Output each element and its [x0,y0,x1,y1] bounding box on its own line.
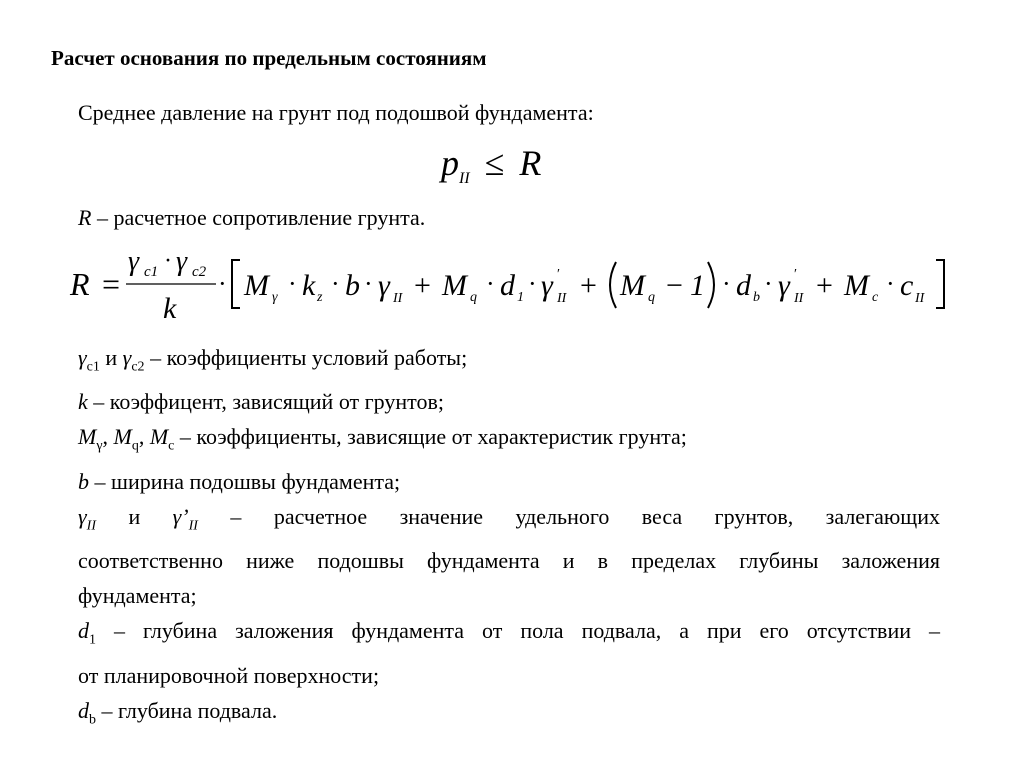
def-gamma-II-symbol: γ [78,503,87,529]
formula-R: R [70,266,90,302]
inequality-op: ≤ [484,143,505,183]
formula-dot-4: · [486,269,495,298]
formula-gamma-prime-2: γ [778,269,790,302]
formula-M-q-sub: q [470,290,477,305]
def-db-text: – глубина подвала. [96,697,278,723]
formula-dot-2: · [331,269,340,298]
formula-M-q-2: M [620,269,645,302]
def-M [78,419,940,463]
def-b-text: – ширина подошвы фундамента; [89,468,401,494]
formula-M-q-2-sub: q [648,290,655,305]
def-M-sep1: , [102,424,114,450]
formula-c1-sub: c1 [144,264,159,280]
def-M-q-sub: q [131,438,139,454]
def-M-text: – коэффициенты, зависящие от характеристик грунта; [174,424,687,450]
def-gamma-II-line3: фундамента; [78,583,197,609]
def-M-gamma-sub: γ [96,438,103,454]
formula-dot-6: · [722,269,731,298]
inequality-lhs: p [441,143,459,183]
def-gamma-c2-symbol: γ [122,345,132,370]
def-b-symbol: b [78,468,89,494]
formula-dot-8: · [886,269,895,298]
slide-title: Расчет основания по предельным состояниям [51,46,487,70]
def-gamma-II-sub: II [86,518,96,534]
def-M-sep2: , [138,424,150,450]
def-d1-line1 [78,613,940,657]
def-M-c-sub: c [168,438,175,454]
formula-M-q: M [442,269,467,302]
def-gamma-c1-symbol: γ [78,345,87,370]
formula-M-gamma-sub: γ [272,290,278,305]
right-paren [708,262,714,308]
formula-dot-1: · [288,269,297,298]
def-gamma-c [78,340,940,384]
formula-M-gamma: M [244,269,269,302]
formula-gamma-prime-sub: II [557,291,567,306]
left-bracket [232,260,240,308]
formula-b: b [345,269,360,302]
def-k-text: – коэффицент, зависящий от грунтов; [87,389,444,415]
def-k [78,384,940,419]
def-gamma-II-and: и [128,503,173,529]
formula-one: 1 [690,269,705,302]
r-definition-text: – расчетное сопротивление грунта. [91,205,426,230]
def-gamma-II-text1: – расчетное значение удельного веса грунтов, залегающих [197,503,941,529]
bearing-formula-svg [60,248,960,328]
formula-prime-2: ′ [794,267,798,282]
formula-db-sub: b [753,290,760,305]
formula-plus-3: + [816,269,833,302]
formula-d1-sub: 1 [517,290,524,305]
def-gamma-c1-sub: c1 [86,359,100,375]
def-M-c-symbol: M [149,424,169,450]
definitions [78,340,940,737]
left-paren [610,262,616,308]
def-gamma-prime-II-symbol: γ’ [172,503,189,529]
def-M-q-symbol: M [113,424,132,450]
def-gamma-prime-II-sub: II [188,518,198,534]
def-db-symbol: d [78,697,89,723]
formula-dot-7: · [764,269,773,298]
def-d1-sub: 1 [89,632,96,648]
formula-kz-sub: z [317,290,323,305]
subtitle: Среднее давление на грунт под подошвой фундамента: [78,100,594,125]
formula-gamma-II-sub: II [393,291,403,306]
r-definition-symbol: R [78,205,92,230]
formula-c2-sub: c2 [192,264,207,280]
formula-gamma-prime-2-sub: II [794,291,804,306]
inequality-rhs: R [519,143,542,183]
formula-dot-num: · [164,248,172,274]
right-bracket [936,260,944,308]
formula-plus-1: + [414,269,431,302]
bearing-formula [60,248,960,328]
def-gamma-II-line2: соответственно ниже подошвы фундамента и в пределах глубины заложения [78,548,940,574]
formula-M-c: M [844,269,869,302]
def-db [78,693,940,737]
formula-gamma-c2: γ [176,246,188,277]
def-d1-symbol: d [78,618,89,644]
formula-d1: d [500,269,515,302]
formula-dot-3: · [364,269,373,298]
formula-dot-0: · [218,269,227,298]
formula-kz: k [302,269,316,302]
def-gamma-c-text: – коэффициенты условий работы; [144,345,468,370]
inequality-lhs-sub: II [459,170,470,187]
formula-gamma-II: γ [378,269,390,302]
formula-prime-1: ′ [557,267,561,282]
formula-c-II-sub: II [915,291,925,306]
def-d1-line2: от планировочной поверхности; [78,662,380,688]
formula-dot-5: · [528,269,537,298]
def-k-symbol: k [78,389,88,415]
def-gamma-c-and: и [99,345,123,370]
formula-plus-2: + [580,269,597,302]
formula-eq: = [102,266,121,302]
formula-db: d [736,269,751,302]
inequality-formula [441,142,542,187]
formula-gamma-prime: γ [541,269,553,302]
formula-minus: − [666,269,683,302]
def-db-sub: b [89,711,96,727]
def-b [78,464,940,499]
def-M-gamma-symbol: M [78,424,97,450]
formula-k-denominator: k [163,292,177,325]
formula-c-II: c [900,269,914,302]
formula-M-c-sub: c [872,290,879,305]
def-gamma-II-line1 [78,499,940,543]
r-definition [78,205,425,231]
def-gamma-c2-sub: c2 [131,359,145,375]
formula-gamma-c1: γ [128,246,140,277]
def-d1-text1: – глубина заложения фундамента от пола подвала, а при его отсутствии – [96,618,940,644]
